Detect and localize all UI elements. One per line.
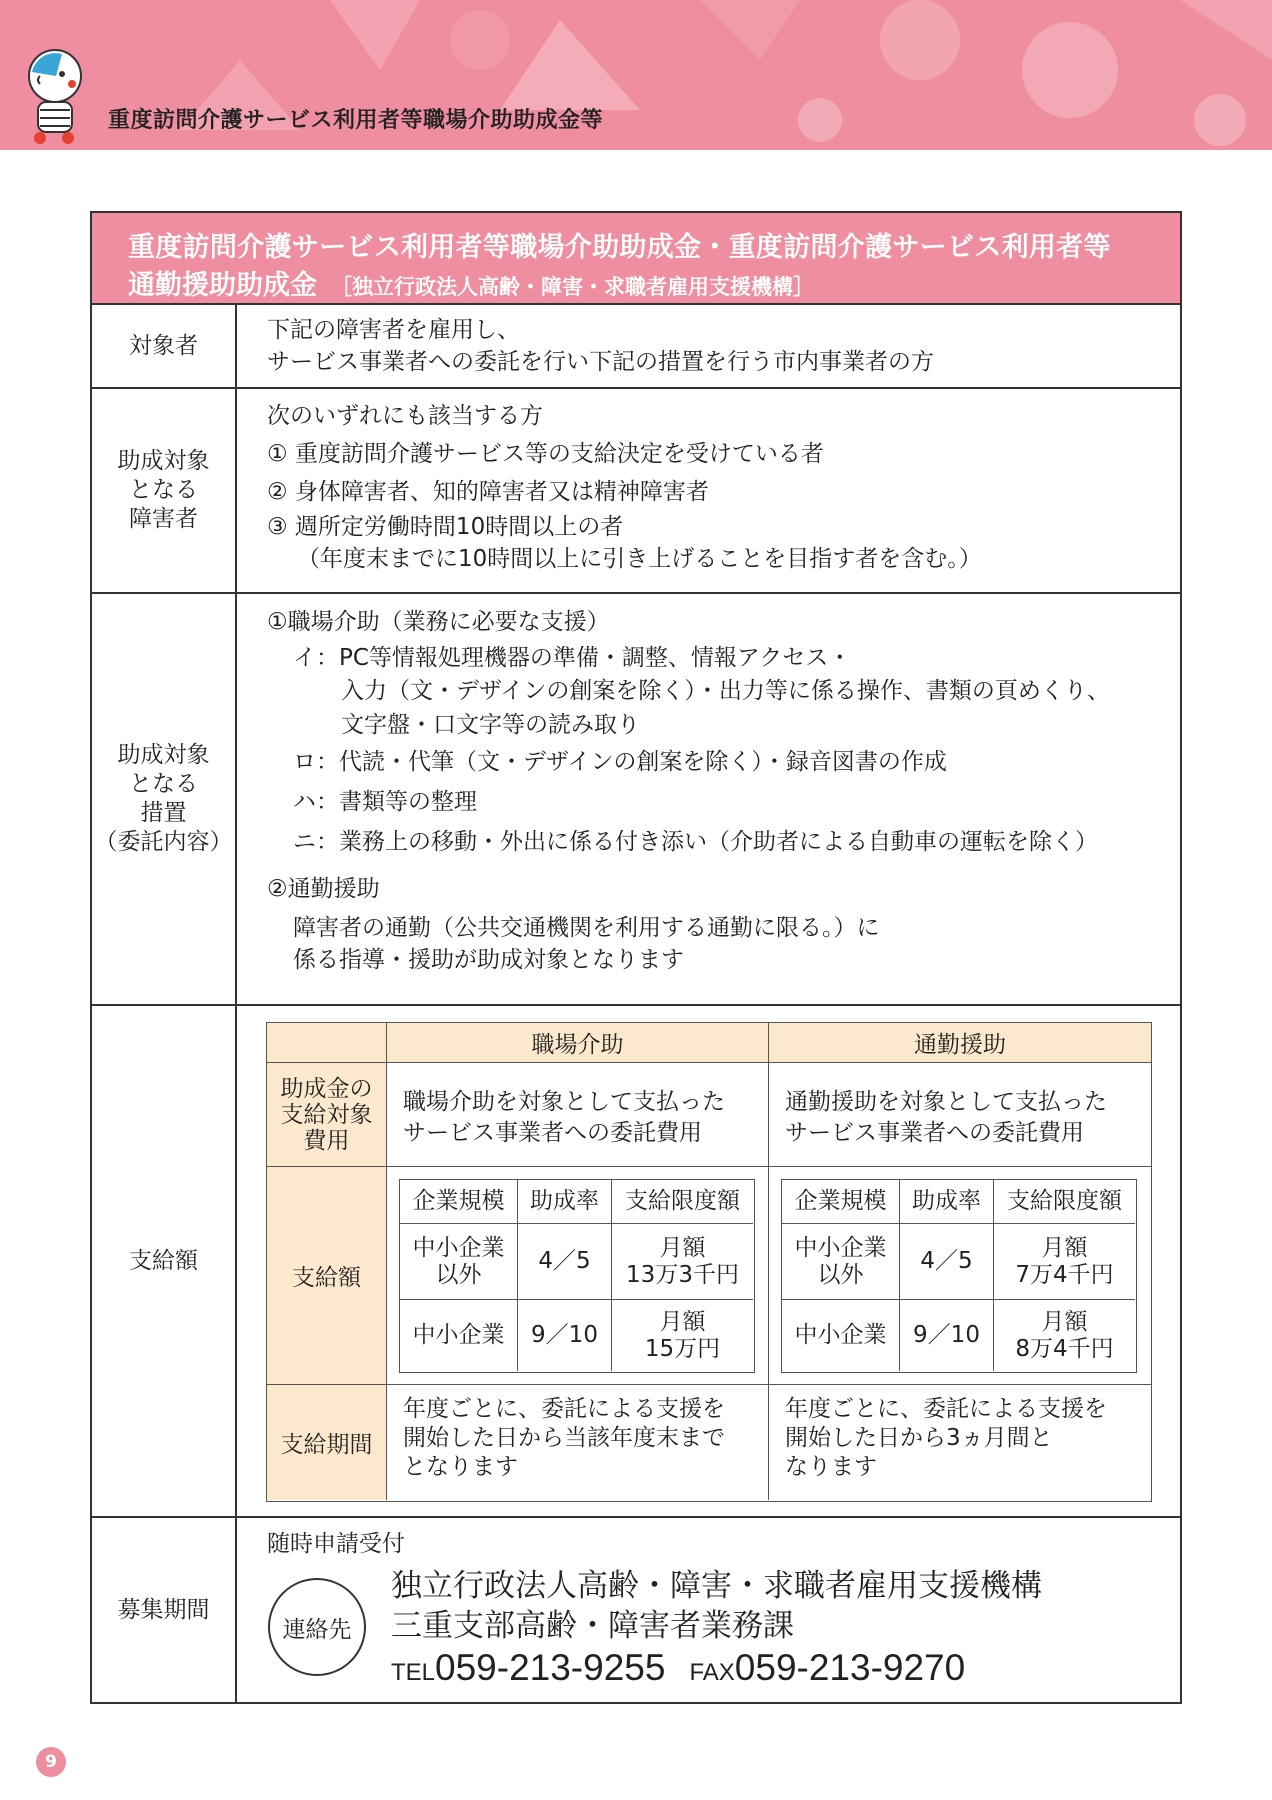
fax-number: 059-213-9270 [734, 1647, 966, 1688]
table-title-band [92, 213, 1180, 305]
row-label-text: 対象者 [129, 332, 198, 359]
contact-org: 独立行政法人高齢・障害・求職者雇用支援機構 [391, 1568, 1042, 1604]
period-workplace: 年度ごとに、委託による支援を 開始した日から当該年度末まで となります [387, 1385, 769, 1500]
row-header-amount: 支給額 [267, 1167, 387, 1385]
period-commute: 年度ごとに、委託による支援を 開始した日から3ヵ月間と なります [785, 1396, 1107, 1480]
row-content-measures [267, 602, 1170, 976]
sub-header-limit: 支給限度額 [994, 1180, 1135, 1224]
row-target [92, 305, 1180, 389]
text-line: 文字盤・口文字等の読み取り [341, 712, 640, 738]
text-line: ハ：書類等の整理 [293, 789, 477, 815]
size-cell: 中小企業 以外 [400, 1224, 518, 1300]
text-line: 係る指導・援助が助成対象となります [293, 947, 684, 973]
contact-dept: 三重支部高齢・障害者業務課 [391, 1608, 794, 1644]
row-eligible [92, 389, 1180, 594]
row-content-eligible [267, 397, 1170, 575]
commute-rate-table [781, 1179, 1137, 1373]
sub-header-limit: 支給限度額 [612, 1180, 753, 1224]
col-header-workplace: 職場介助 [387, 1023, 769, 1063]
text-line: 入力（文・デザインの創案を除く）・出力等に係る操作、書類の頁めくり、 [341, 678, 1110, 704]
tel-label: TEL [391, 1659, 436, 1686]
row-label-text: 助成対象 となる 措置 （委託内容） [94, 742, 233, 855]
text-line: サービス事業者への委託を行い下記の措置を行う市内事業者の方 [267, 349, 934, 375]
rate-cell: 9／10 [518, 1300, 612, 1371]
workplace-rate-table [399, 1179, 755, 1373]
row-label-target [92, 305, 237, 387]
row-content-target [267, 314, 1170, 378]
limit-cell: 月額 13万3千円 [612, 1224, 753, 1300]
text-line: 下記の障害者を雇用し、 [267, 317, 520, 343]
sub-header-rate: 助成率 [518, 1180, 612, 1224]
text-line: 次のいずれにも該当する方 [267, 403, 543, 429]
section-heading: ①職場介助（業務に必要な支援） [267, 609, 610, 635]
header-title: 重度訪問介護サービス利用者等職場介助助成金等 [108, 108, 604, 133]
row-label-text: 支給額 [129, 1247, 198, 1274]
mascot-icon [22, 46, 88, 150]
limit-cell: 月額 15万円 [644, 1308, 721, 1362]
sub-header-size: 企業規模 [782, 1180, 900, 1224]
text-line: ③ 週所定労働時間10時間以上の者 [267, 514, 624, 540]
amount-commute-cell [769, 1167, 1151, 1385]
row-measures [92, 594, 1180, 1006]
row-label-amount [92, 1006, 237, 1516]
text-line: 随時申請受付 [267, 1531, 405, 1557]
amount-corner-cell [267, 1023, 387, 1063]
rate-cell: 4／5 [518, 1224, 612, 1300]
page-number: 9 [36, 1747, 66, 1777]
text-line: ニ：業務上の移動・外出に係る付き添い（介助者による自動車の運転を除く） [293, 829, 1098, 855]
row-header-cost: 助成金の 支給対象 費用 [267, 1063, 387, 1167]
table-title-org: ［独立行政法人高齢・障害・求職者雇用支援機構］ [331, 275, 814, 299]
table-title-main: 通勤援助助成金 [128, 270, 317, 301]
row-label-text: 助成対象 となる 障害者 [117, 448, 210, 532]
subsidy-table [90, 211, 1182, 1704]
text-line: イ：PC等情報処理機器の準備・調整、情報アクセス・ [293, 645, 852, 671]
row-recruit [92, 1518, 1180, 1702]
row-label-measures [92, 594, 237, 1004]
fax-label: FAX [689, 1659, 735, 1686]
cost-workplace: 職場介助を対象として支払った サービス事業者への委託費用 [387, 1063, 769, 1167]
text-line: （年度末までに10時間以上に引き上げることを目指す者を含む。） [297, 546, 982, 572]
row-header-period: 支給期間 [267, 1385, 387, 1500]
table-title-line2 [128, 263, 814, 302]
limit-cell: 月額 7万4千円 [994, 1224, 1135, 1300]
row-amount [92, 1006, 1180, 1518]
rate-cell: 4／5 [900, 1224, 994, 1300]
sub-header-rate: 助成率 [900, 1180, 994, 1224]
cost-commute: 通勤援助を対象として支払った サービス事業者への委託費用 [769, 1063, 1151, 1167]
size-cell: 中小企業 以外 [782, 1224, 900, 1300]
size-cell: 中小企業 [400, 1300, 518, 1371]
header-band [0, 0, 1272, 150]
contact-details [391, 1566, 1042, 1695]
amount-workplace-cell [387, 1167, 769, 1385]
contact-label: 連絡先 [268, 1578, 366, 1676]
size-cell: 中小企業 [782, 1300, 900, 1371]
row-label-eligible [92, 389, 237, 592]
text-line: ① 重度訪問介護サービス等の支給決定を受けている者 [267, 441, 824, 467]
rate-cell: 9／10 [900, 1300, 994, 1371]
contact-block [237, 1518, 1180, 1702]
text-line: 障害者の通勤（公共交通機関を利用する通勤に限る。）に [293, 915, 880, 941]
text-line: ロ：代読・代筆（文・デザインの創案を除く）・録音図書の作成 [293, 749, 947, 775]
col-header-commute: 通勤援助 [769, 1023, 1151, 1063]
amount-table [266, 1022, 1152, 1502]
sub-header-size: 企業規模 [400, 1180, 518, 1224]
row-label-text: 募集期間 [117, 1596, 210, 1623]
tel-number: 059-213-9255 [435, 1647, 666, 1688]
limit-cell: 月額 8万4千円 [1015, 1308, 1114, 1362]
section-heading: ②通勤援助 [267, 876, 380, 902]
row-label-recruit [92, 1518, 237, 1702]
text-line: ② 身体障害者、知的障害者又は精神障害者 [267, 479, 709, 505]
contact-phone-fax [391, 1646, 1042, 1695]
table-title-line1: 重度訪問介護サービス利用者等職場介助助成金・重度訪問介護サービス利用者等 [128, 232, 1111, 263]
